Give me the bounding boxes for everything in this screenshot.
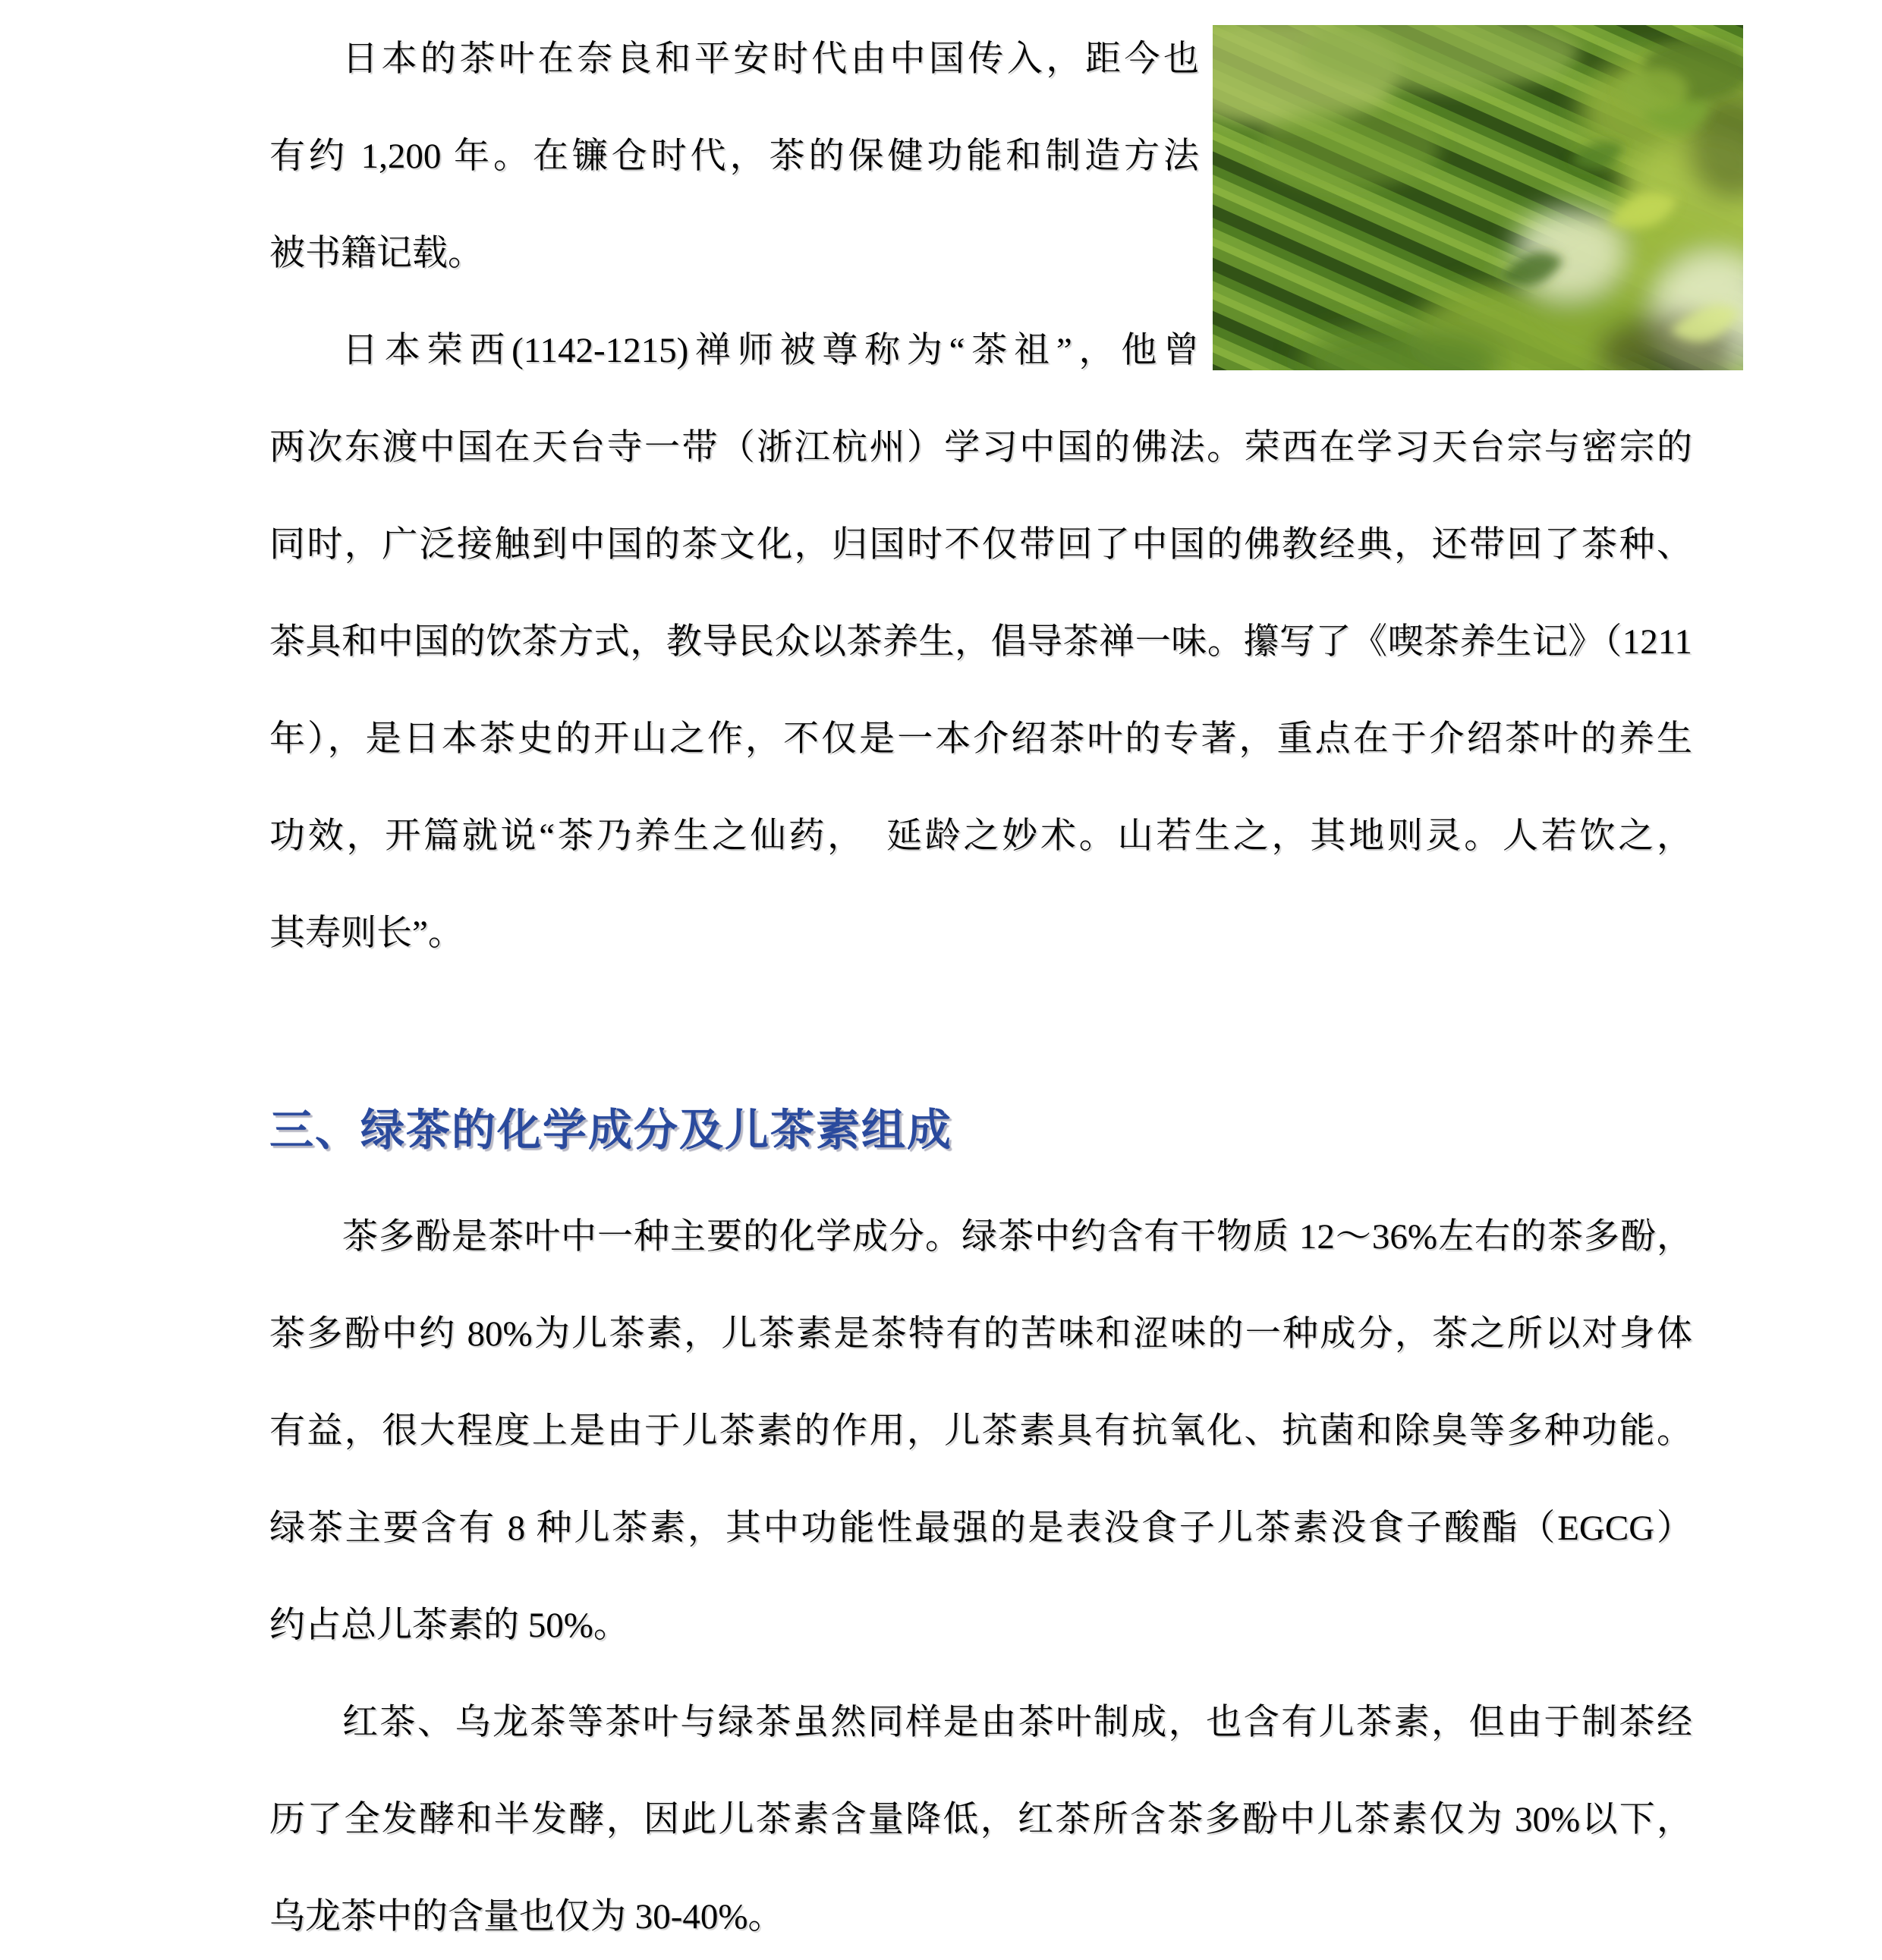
paragraph-line: 历了全发酵和半发酵，因此儿茶素含量降低，红茶所含茶多酚中儿茶素仅为 30%以下， bbox=[269, 1800, 1692, 1839]
section-heading: 三、绿茶的化学成分及儿茶素组成 bbox=[269, 1106, 953, 1155]
paragraph-line: 绿茶主要含有 8 种儿茶素，其中功能性最强的是表没食子儿茶素没食子酸酯（EGCG） bbox=[269, 1509, 1692, 1548]
paragraph-line: 年），是日本茶史的开山之作，不仅是一本介绍茶叶的专著，重点在于介绍茶叶的养生 bbox=[269, 719, 1692, 759]
paragraph-2 bbox=[269, 302, 1692, 982]
paragraph-line: 茶具和中国的饮茶方式，教导民众以茶养生，倡导茶禅一味。攥写了《喫茶养生记》（1211 bbox=[269, 622, 1692, 662]
paragraph-line: 两次东渡中国在天台寺一带（浙江杭州）学习中国的佛法。荣西在学习天台宗与密宗的 bbox=[269, 428, 1692, 467]
paragraph-line: 其寿则长”。 bbox=[269, 914, 464, 953]
paragraph-line: 约占总儿茶素的 50%。 bbox=[269, 1606, 629, 1645]
paragraph-line: 乌龙茶中的含量也仅为 30-40%。 bbox=[269, 1897, 784, 1936]
paragraph-line: 同时，广泛接触到中国的茶文化，归国时不仅带回了中国的佛教经典，还带回了茶种、 bbox=[269, 525, 1692, 565]
paragraph-line: 茶多酚中约 80%为儿茶素，儿茶素是茶特有的苦味和涩味的一种成分，茶之所以对身体 bbox=[269, 1314, 1692, 1354]
paragraph-line: 茶多酚是茶叶中一种主要的化学成分。绿茶中约含有干物质 12～36%左右的茶多酚， bbox=[342, 1217, 1692, 1257]
paragraph-line: 功效，开篇就说“茶乃养生之仙药， 延龄之妙术。山若生之，其地则灵。人若饮之， bbox=[269, 816, 1692, 856]
paragraph-4 bbox=[269, 1674, 1692, 1960]
paragraph-line: 日本荣西(1142-1215)禅师被尊称为“茶祖”，他曾 bbox=[342, 331, 1199, 370]
text-column bbox=[269, 11, 1692, 1960]
paragraph-line: 有益，很大程度上是由于儿茶素的作用，儿茶素具有抗氧化、抗菌和除臭等多种功能。 bbox=[269, 1411, 1692, 1451]
paragraph-3 bbox=[269, 1188, 1692, 1674]
paragraph-line: 红茶、乌龙茶等茶叶与绿茶虽然同样是由茶叶制成，也含有儿茶素，但由于制茶经 bbox=[342, 1703, 1692, 1742]
paragraph-line: 被书籍记载。 bbox=[269, 234, 483, 273]
paragraph-line: 日本的茶叶在奈良和平安时代由中国传入，距今也 bbox=[342, 39, 1199, 79]
paragraph-line: 有约 1,200 年。在镰仓时代，茶的保健功能和制造方法 bbox=[269, 137, 1199, 176]
paragraph-1 bbox=[269, 11, 1692, 302]
